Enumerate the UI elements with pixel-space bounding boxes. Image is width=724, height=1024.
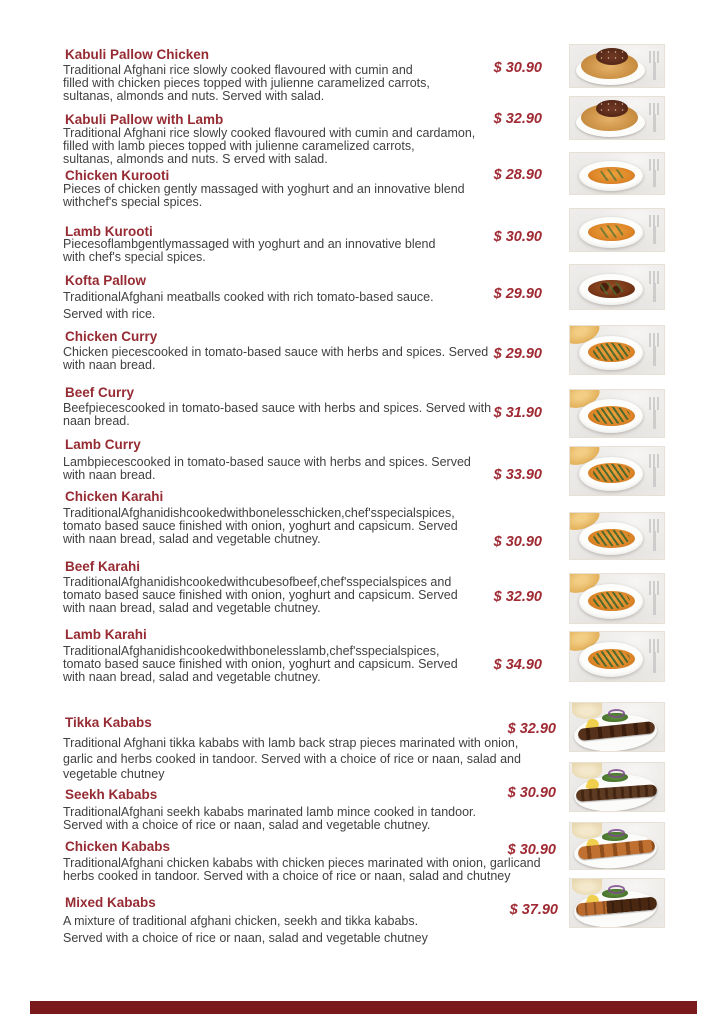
menu-item-price: $ 30.90: [507, 842, 556, 858]
herbs-garnish-shape: [598, 169, 624, 181]
menu-item-name: Chicken Karahi: [65, 489, 164, 504]
menu-item-description-line: with naan bread, salad and vegetable chutney.: [63, 601, 321, 616]
fork-icon: [649, 397, 661, 430]
menu-item-description-line: Beefpiecescooked in tomato-based sauce with herbs and spices. Served with: [63, 401, 492, 415]
menu-item-description: [63, 289, 434, 322]
menu-item-description-line: Served with a choice of rice or naan, salad and vegetable chutney.: [63, 818, 431, 833]
kabuli-pallow-rice-plate-photo: [569, 96, 665, 140]
menu-item-description-line: Lambpiecescooked in tomato-based sauce with herbs and spices. Served: [63, 455, 471, 469]
fork-icon: [649, 215, 661, 244]
menu-item-price: $ 30.90: [493, 534, 542, 550]
menu-item-description: [63, 64, 430, 104]
menu-item-price: $ 29.90: [493, 286, 542, 302]
onion-rings-shape: [608, 769, 625, 778]
herbs-garnish-shape: [593, 407, 631, 424]
kurooti-yoghurt-curry-bowl-photo: [569, 208, 665, 252]
menu-item-description: [63, 645, 458, 685]
menu-item-description: [63, 238, 435, 264]
menu-item-description-line: with naan bread.: [63, 468, 156, 483]
menu-item-description-line: naan bread.: [63, 414, 130, 429]
menu-item-name: Chicken Curry: [65, 329, 158, 344]
menu-item-name: Lamb Karahi: [65, 627, 147, 642]
menu-item-description-line: Served with rice.: [63, 306, 156, 321]
menu-item-name: Kabuli Pallow Chicken: [65, 47, 210, 62]
karahi-bowl-with-naan-and-fork-photo: [569, 573, 665, 624]
fork-icon: [649, 639, 661, 673]
menu-item-description-line: herbs cooked in tandoor. Served with a choice of rice or naan, salad and chutney: [63, 869, 511, 884]
menu-item-description: [63, 913, 428, 947]
menu-item-name: Tikka Kababs: [65, 715, 152, 730]
fork-icon: [649, 333, 661, 367]
menu-item-price: $ 31.90: [493, 405, 542, 421]
menu-item-description-line: Traditional Afghani rice slowly cooked flavoured with cumin and: [63, 63, 413, 77]
menu-item-name: Kofta Pallow: [65, 273, 147, 288]
menu-item-price: $ 30.90: [507, 785, 556, 801]
karahi-bowl-with-naan-and-fork-photo: [569, 631, 665, 682]
menu-item-price: $ 30.90: [493, 60, 542, 76]
menu-item-description: [63, 183, 465, 209]
menu-item-description-line: sultanas, almonds and nuts. S erved with salad.: [63, 152, 328, 167]
menu-item-description-line: Traditional Afghani rice slowly cooked flavoured with cumin and cardamon,: [63, 126, 476, 140]
menu-item-price: $ 28.90: [493, 167, 542, 183]
onion-rings-shape: [608, 709, 625, 718]
onion-rings-shape: [608, 885, 625, 894]
menu-item-description-line: filled with lamb pieces topped with julienne caramelized carrots,: [63, 139, 415, 154]
menu-item-description-line: TraditionalAfghani seekh kababs marinated lamb mince cooked in tandoor.: [63, 805, 476, 819]
menu-item-price: $ 33.90: [493, 467, 542, 483]
menu-item-description-line: Served with a choice of rice or naan, salad and vegetable chutney: [63, 931, 428, 945]
menu-item-description-line: Traditional Afghani tikka kababs with lamb back strap pieces marinated with onion,: [63, 736, 519, 750]
menu-item-description-line: Pieces of chicken gently massaged with yoghurt and an innovative blend: [63, 182, 465, 196]
menu-item-name: Chicken Kababs: [65, 839, 171, 854]
menu-item-description-line: with naan bread.: [63, 358, 156, 373]
menu-item-name: Seekh Kababs: [65, 787, 158, 802]
herbs-garnish-shape: [598, 225, 624, 238]
menu-item-description-line: A mixture of traditional afghani chicken, seekh and tikka kababs.: [63, 914, 419, 928]
karahi-bowl-with-naan-and-fork-photo: [569, 512, 665, 560]
kurooti-yoghurt-curry-bowl-photo: [569, 152, 665, 195]
menu-item-name: Mixed Kababs: [65, 895, 156, 910]
menu-item-description-line: with naan bread, salad and vegetable chutney.: [63, 532, 321, 547]
fork-icon: [649, 454, 661, 488]
menu-item-description-line: TraditionalAfghani chicken kababs with chicken pieces marinated with onion, garlicand: [63, 856, 541, 870]
fork-icon: [649, 271, 661, 302]
menu-item-description-line: tomato based sauce finished with onion, yoghurt and capsicum. Served: [63, 657, 458, 672]
chicken-kabab-plate-photo: [569, 822, 665, 870]
mixed-kabab-plate-photo: [569, 878, 665, 928]
fork-icon: [649, 519, 661, 551]
fork-icon: [649, 581, 661, 615]
menu-item-description: [63, 806, 476, 832]
menu-item-price: $ 29.90: [493, 346, 542, 362]
menu-item-description-line: withchef's special spices.: [63, 195, 203, 210]
menu-item-description-line: TraditionalAfghanidishcookedwithbonelesschicken,chef'sspecialspices,: [63, 506, 455, 520]
herbs-garnish-shape: [593, 530, 631, 547]
menu-item-name: Lamb Kurooti: [65, 224, 153, 239]
menu-item-description-line: tomato based sauce finished with onion, yoghurt and capsicum. Served: [63, 588, 458, 603]
herbs-garnish-shape: [598, 282, 624, 295]
menu-item-price: $ 30.90: [493, 229, 542, 245]
kabuli-pallow-rice-plate-photo: [569, 44, 665, 88]
menu-item-description: [63, 736, 521, 783]
fork-icon: [649, 103, 661, 132]
fork-icon: [649, 51, 661, 80]
menu-item-description-line: TraditionalAfghani meatballs cooked with rich tomato-based sauce.: [63, 290, 434, 304]
menu-item-description-line: garlic and herbs cooked in tandoor. Served with a choice of rice or naan, salad and: [63, 751, 521, 766]
menu-item-name: Beef Karahi: [65, 559, 141, 574]
curry-bowl-with-naan-and-fork-photo: [569, 446, 665, 496]
kofta-meatball-curry-bowl-photo: [569, 264, 665, 310]
menu-item-description-line: vegetable chutney: [63, 767, 165, 781]
herbs-garnish-shape: [593, 464, 631, 481]
menu-item-description: [63, 127, 475, 167]
menu-item-description: [63, 402, 491, 428]
menu-item-description-line: Chicken piecescooked in tomato-based sauce with herbs and spices. Served: [63, 345, 489, 359]
menu-item-description-line: TraditionalAfghanidishcookedwithcubesofbeef,chef'sspecialspices and: [63, 575, 452, 589]
fork-icon: [649, 159, 661, 188]
onion-rings-shape: [608, 829, 625, 837]
menu-item-name: Chicken Kurooti: [65, 168, 170, 183]
menu-item-price: $ 37.90: [509, 902, 558, 918]
menu-item-description-line: with naan bread, salad and vegetable chutney.: [63, 670, 321, 685]
menu-item-description: [63, 456, 471, 482]
menu-item-description: [63, 857, 541, 883]
menu-item-description: [63, 576, 458, 616]
menu-item-description: [63, 507, 458, 547]
menu-item-description-line: filled with chicken pieces topped with julienne caramelized carrots,: [63, 76, 430, 91]
menu-item-name: Kabuli Pallow with Lamb: [65, 112, 224, 127]
menu-item-price: $ 32.90: [493, 111, 542, 127]
curry-bowl-with-naan-and-fork-photo: [569, 389, 665, 438]
lamb-tikka-kabab-plate-photo: [569, 702, 665, 752]
menu-item-price: $ 34.90: [493, 657, 542, 673]
menu-item-description-line: with chef's special spices.: [63, 250, 206, 265]
menu-item-description-line: tomato based sauce finished with onion, yoghurt and capsicum. Served: [63, 519, 458, 534]
menu-item-name: Beef Curry: [65, 385, 135, 400]
menu-item-description-line: sultanas, almonds and nuts. Served with salad.: [63, 89, 325, 104]
seekh-kabab-plate-photo: [569, 762, 665, 812]
menu-item-description: [63, 346, 488, 372]
footer-bar: [30, 1001, 697, 1014]
menu-item-description-line: Piecesoflambgentlymassaged with yoghurt and an innovative blend: [63, 237, 436, 251]
menu-item-name: Lamb Curry: [65, 437, 141, 452]
herbs-garnish-shape: [593, 343, 631, 360]
menu-item-description-line: TraditionalAfghanidishcookedwithbonelesslamb,chef'sspecialspices,: [63, 644, 440, 658]
curry-bowl-with-naan-and-fork-photo: [569, 325, 665, 375]
menu-item-price: $ 32.90: [507, 721, 556, 737]
menu-item-price: $ 32.90: [493, 589, 542, 605]
